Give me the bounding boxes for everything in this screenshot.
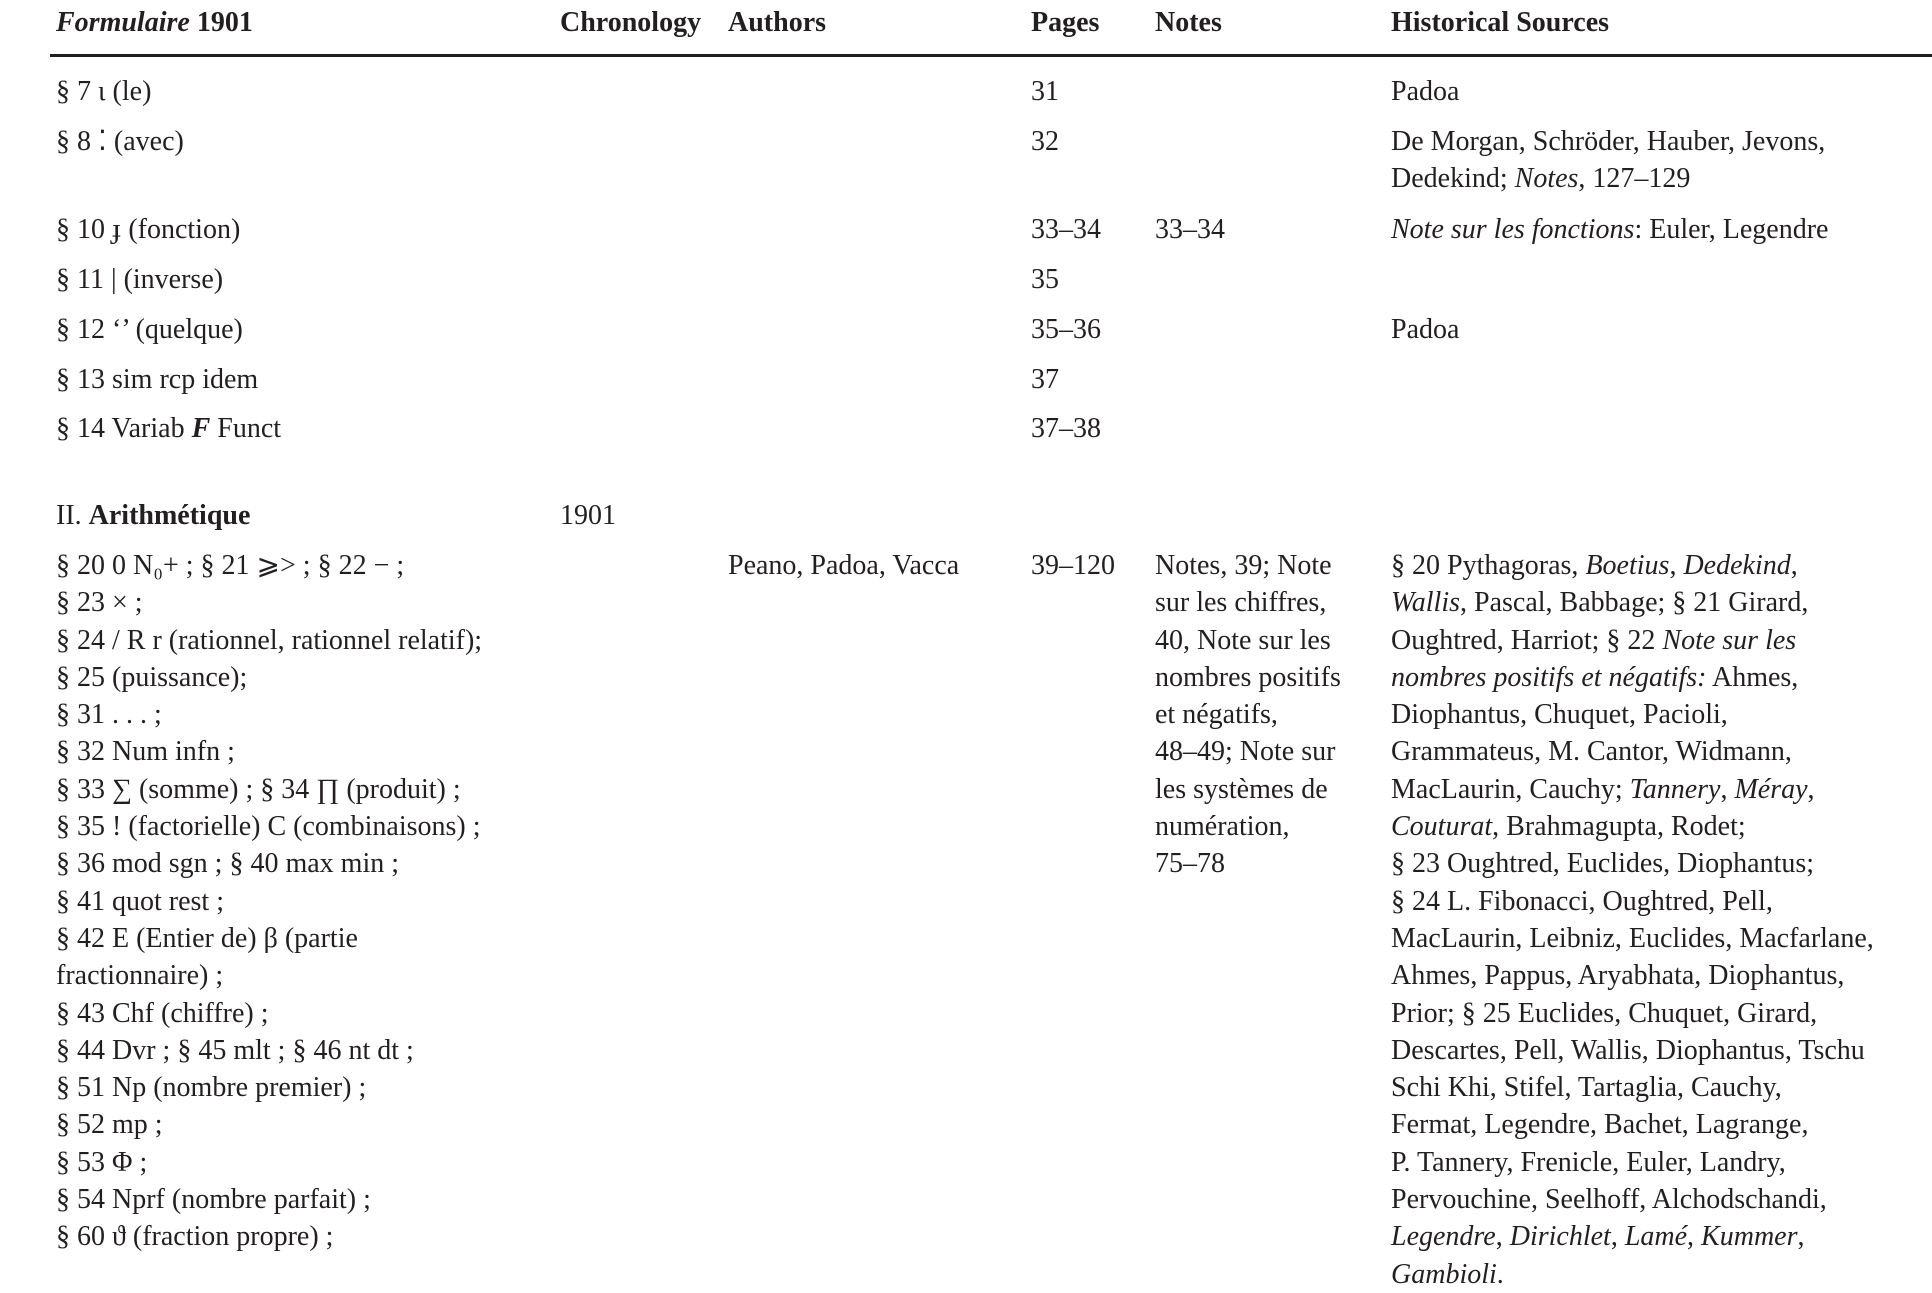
pages-cell: 39–120: [1031, 550, 1115, 581]
authors-cell: Peano, Padoa, Vacca: [728, 550, 960, 581]
arith-symbols: [56, 547, 482, 1256]
list-item: § 36 mod sgn ; § 40 max min ;: [56, 848, 399, 880]
pages-cell: 33–34: [1031, 214, 1101, 245]
list-item: § 44 Dvr ; § 45 mlt ; § 46 nt dt ;: [56, 1034, 414, 1066]
pages-cell: 37–38: [1031, 413, 1101, 444]
list-item: § 60 ϑ (fraction propre) ;: [56, 1221, 334, 1253]
list-item: § 53 Φ ;: [56, 1146, 148, 1178]
list-item: § 25 (puissance);: [56, 661, 248, 693]
pages-cell: 35–36: [1031, 314, 1101, 345]
header-formulaire-italic: Formulaire: [56, 7, 190, 38]
list-item: § 20 0 N₀+ ; § 21 ⩾> ; § 22 − ;: [56, 550, 405, 581]
header-rule: [50, 54, 1932, 57]
pages-cell: 32: [1031, 126, 1059, 157]
col-header-notes: Notes: [1155, 7, 1222, 38]
pages-cell: 35: [1031, 264, 1059, 295]
list-item: § 33 ∑ (somme) ; § 34 ∏ (produit) ;: [56, 773, 461, 805]
col-header-chronology: Chronology: [560, 7, 702, 38]
table-row: § 12 ‘’ (quelque): [56, 314, 243, 345]
sources-cell: Padoa: [1391, 76, 1460, 107]
table-row: § 10 ɟ (fonction): [56, 214, 241, 245]
col-header-authors: Authors: [728, 7, 827, 38]
sources-cell: Note sur les fonctions: Euler, Legendre: [1391, 214, 1829, 245]
list-item: § 52 mp ;: [56, 1109, 163, 1141]
list-item: § 43 Chf (chiffre) ;: [56, 997, 269, 1029]
list-item: fractionnaire) ;: [56, 960, 224, 992]
notes-cell: 33–34: [1155, 214, 1225, 245]
pages-cell: 31: [1031, 76, 1059, 107]
notes-cell: Notes, 39; Note sur les chiffres, 40, Note sur les nombres positifs et négatifs, 48–49; Note sur les systèmes de numération, 75–78: [1155, 550, 1341, 880]
list-item: § 54 Nprf (nombre parfait) ;: [56, 1184, 371, 1216]
col-header-pages: Pages: [1031, 7, 1100, 38]
header-formulaire-year: 1901: [196, 7, 253, 38]
sources-cell: § 20 Pythagoras, Boetius, Dedekind, Wallis, Pascal, Babbage; § 21 Girard, Oughtred, Harriot; § 22 Note sur les nombres positifs et négatifs: Ahmes, Diophantus, Chuquet, Pacioli, Grammateus, M. Cantor, Widmann, MacLaurin, Cauchy; Tannery, Méray, Couturat, Brahmagupta, Rodet; § 23 Oughtred, Euclides, Diophantus; § 24 L. Fibonacci, Oughtred, Pell, MacLaurin, Leibniz, Euclides, Macfarlane, Ahmes, Pappus, Aryabhata, Diophantus, Prior; § 25 Euclides, Chuquet, Girard, Descartes, Pell, Wallis, Diophantus, Tschu Schi Khi, Stifel, Tartaglia, Cauchy, Fermat, Legendre, Bachet, Lagrange, P. Tannery, Frenicle, Euler, Landry, Pervouchine, Seelhoff, Alchodschandi, Legendre, Dirichlet, Lamé, Kummer, Gambioli.: [1391, 550, 1874, 1290]
section-title: II. Arithmétique: [56, 500, 251, 531]
table-row: § 8 ⁚ (avec): [56, 126, 184, 157]
list-item: § 24 / R r (rationnel, rationnel relatif);: [56, 624, 483, 656]
table-row: § 13 sim rcp idem: [56, 364, 259, 395]
list-item: § 31 . . . ;: [56, 699, 162, 731]
pages-cell: 37: [1031, 364, 1059, 395]
col-header-sources: Historical Sources: [1391, 7, 1610, 38]
table-row: § 14 Variab F Funct: [56, 413, 282, 444]
table-row: § 7 ι (le): [56, 76, 152, 107]
list-item: § 41 quot rest ;: [56, 885, 224, 917]
list-item: § 42 E (Entier de) β (partie: [56, 922, 358, 954]
sources-cell: Padoa: [1391, 314, 1460, 345]
list-item: § 51 Np (nombre premier) ;: [56, 1072, 367, 1104]
sources-cell: De Morgan, Schröder, Hauber, Jevons, Dedekind; Notes, 127–129: [1391, 126, 1826, 195]
col-header-formulaire: [56, 4, 253, 42]
list-item: § 23 × ;: [56, 587, 143, 619]
section-year: 1901: [560, 500, 616, 531]
list-item: § 32 Num infn ;: [56, 736, 235, 768]
table-row: § 11 | (inverse): [56, 264, 224, 295]
list-item: § 35 ! (factorielle) C (combinaisons) ;: [56, 811, 481, 843]
